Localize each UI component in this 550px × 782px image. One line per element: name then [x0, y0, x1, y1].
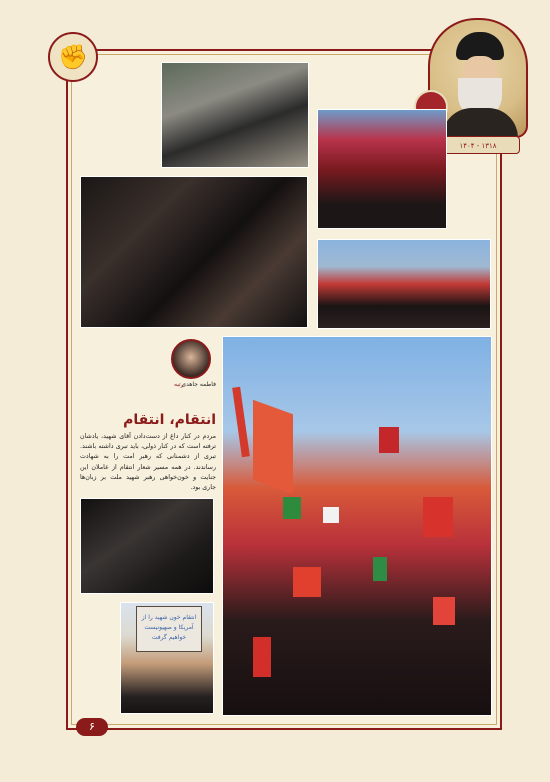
flag-shape — [293, 567, 321, 597]
flag-shape — [373, 557, 387, 581]
author-name: فاطمه جاهدی — [181, 381, 216, 388]
page-number: ۶ — [76, 718, 108, 736]
portrait-caption: ۱۴۰۴ - ۱۳۱۸ — [436, 136, 520, 154]
flag-shape — [323, 507, 339, 523]
fist-emblem-icon: ✊ — [48, 32, 98, 82]
flag-shape — [283, 497, 301, 519]
photo-grieving-women — [80, 176, 308, 328]
flag-shape — [232, 387, 250, 457]
photo-grieving-man — [161, 62, 309, 168]
photo-man-with-flag — [317, 109, 447, 229]
author-avatar — [171, 339, 211, 379]
flag-shape — [253, 400, 293, 495]
article-body: مردم در کنار داغ از دست‌دادن آقای شهید، یادشان ترفته است که در کنار ذولی، باید تبری داشته باشند. تبری از دشمنانی که رهبر امت را به شهادت رساندند. در همه مسیر شعار انتقام از عاملان این جنایت و خون‌خواهی رهبر شهید ملت بر زبان‌ها جاری بود. — [80, 433, 216, 492]
photo-mourning-woman — [80, 498, 214, 594]
protest-sign: انتقام خون شهید را از آمریکا و صهیونیست خواهیم گرفت — [136, 606, 202, 652]
flag-shape — [433, 597, 455, 625]
flag-shape — [423, 497, 453, 537]
photo-crowd-flags — [317, 239, 491, 329]
flag-shape — [253, 637, 271, 677]
article-headline: انتقام، انتقام — [123, 412, 216, 428]
author-logo: رتبه — [174, 381, 184, 388]
robe — [442, 108, 518, 138]
photo-mass-crowd — [222, 336, 492, 716]
flag-shape — [379, 427, 399, 453]
